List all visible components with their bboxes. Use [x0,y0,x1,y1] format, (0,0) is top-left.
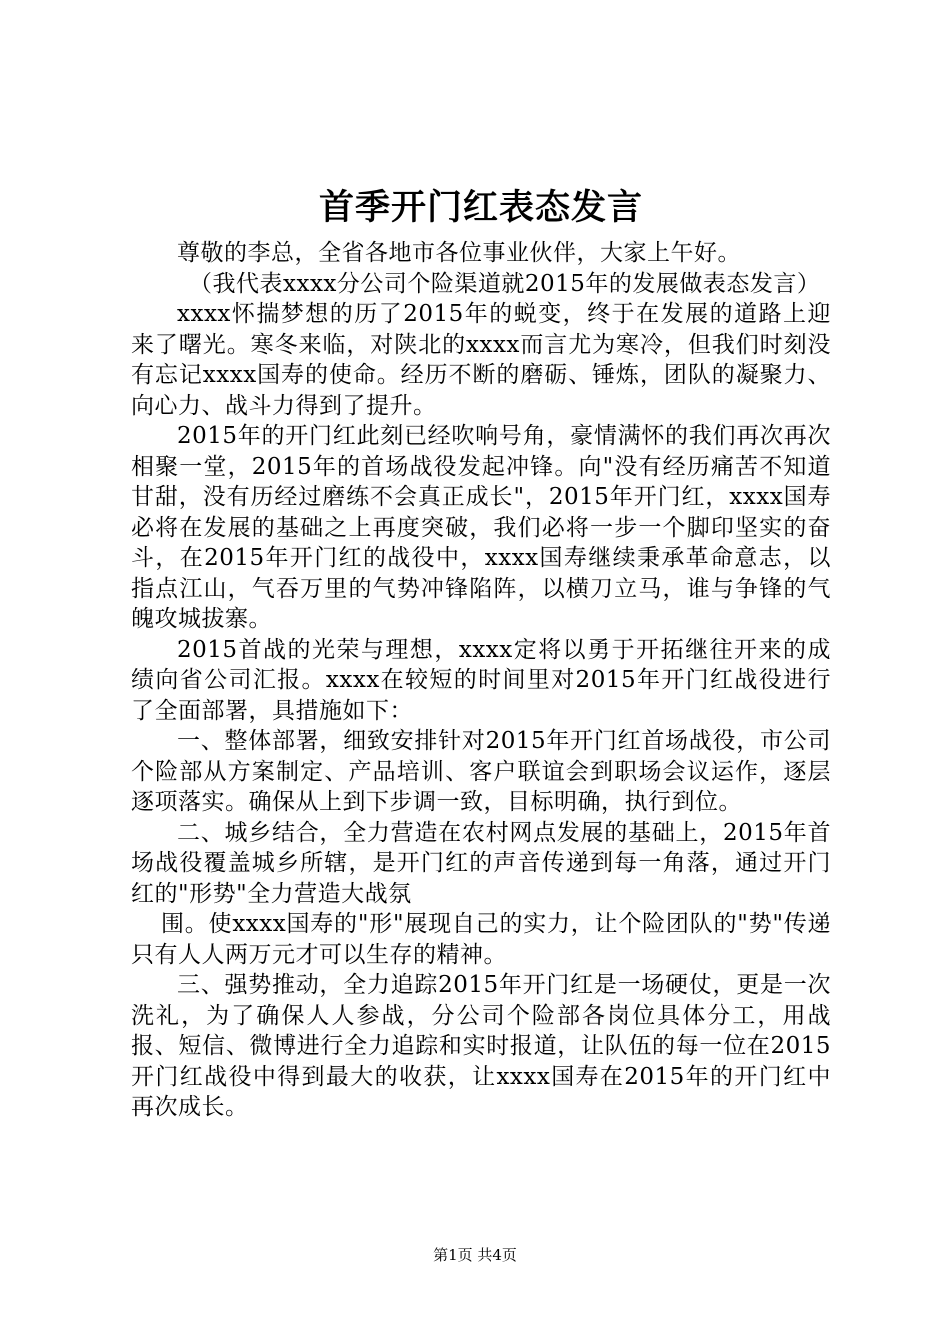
greeting-paragraph: 尊敬的李总，全省各地市各位事业伙伴，大家上午好。 [177,240,741,266]
document-page [131,180,831,1123]
measure-paragraph-2: 二、城乡结合，全力营造在农村网点发展的基础上，2015年首场战役覆盖城乡所辖，是开门红的声音传递到每一角落，通过开门红的"形势"全力营造大战氛 [131,819,831,907]
page-indicator: 第1页 共4页 [433,1246,517,1264]
representation-paragraph: （我代表xxxx分公司个险渠道就2015年的发展做表态发言） [189,270,821,297]
body-paragraph: 2015首战的光荣与理想，xxxx定将以勇于开拓继往开来的成绩向省公司汇报。xxxx在较短的时间里对2015年开门红战役进行了全面部署，具措施如下： [131,636,831,724]
body-paragraph: 2015年的开门红此刻已经吹响号角，豪情满怀的我们再次再次相聚一堂，2015年的首场战役发起冲锋。向"没有经历痛苦不知道甘甜，没有历经过磨练不会真正成长"，2015年开门红，xxxx国寿必将在发展的基础之上再度突破，我们必将一步一个脚印坚实的奋斗，在2015年开门红的战役中，xxxx国寿继续秉承革命意志，以指点江山，气吞万里的气势冲锋陷阵，以横刀立马，谁与争锋的气魄攻城拔寨。 [131,423,831,632]
body-paragraph: xxxx怀揣梦想的历了2015年的蜕变，终于在发展的道路上迎来了曙光。寒冬来临，对陕北的xxxx而言尤为寒冷，但我们时刻没有忘记xxxx国寿的使命。经历不断的磨砺、锤炼，团队的凝聚力、向心力、战斗力得到了提升。 [131,301,831,419]
measure-paragraph-2-continued: 围。使xxxx国寿的"形"展现自己的实力，让个险团队的"势"传递只有人人两万元才可以生存的精神。 [131,911,831,968]
document-title: 首季开门红表态发言 [318,187,643,228]
measure-paragraph-3: 三、强势推动，全力追踪2015年开门红是一场硬仗，更是一次洗礼，为了确保人人参战，分公司个险部各岗位具体分工，用战报、短信、微博进行全力追踪和实时报道，让队伍的每一位在2015开门红战役中得到最大的收获，让xxxx国寿在2015年的开门红中再次成长。 [131,972,831,1120]
measure-paragraph-1: 一、整体部署，细致安排针对2015年开门红首场战役，市公司个险部从方案制定、产品培训、客户联谊会到职场会议运作，逐层逐项落实。确保从上到下步调一致，目标明确，执行到位。 [131,728,831,815]
